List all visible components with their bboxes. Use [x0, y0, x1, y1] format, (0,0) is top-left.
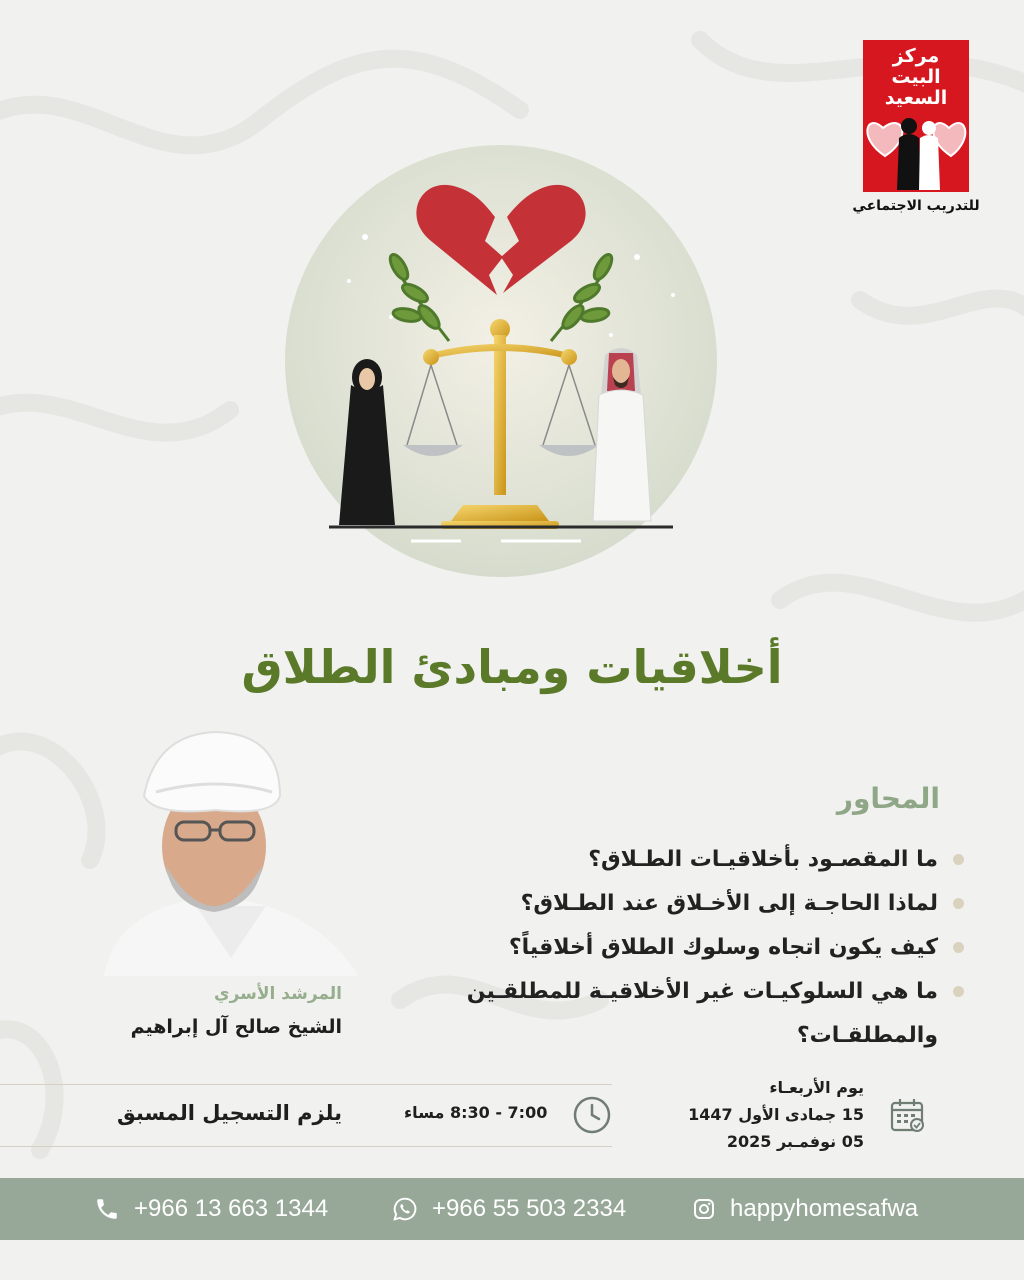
whatsapp-icon — [392, 1196, 418, 1222]
topic-item — [444, 882, 964, 926]
center-logo — [852, 40, 980, 214]
phone-contact[interactable] — [94, 1178, 328, 1240]
logo-subtitle: للتدريب الاجتماعي — [852, 198, 980, 214]
topic-item — [444, 926, 964, 970]
speaker-photo — [96, 726, 366, 976]
topic-text: لماذا الحاجـة إلى الأخـلاق عند الطـلاق؟ — [520, 891, 938, 916]
topic-text: كيف يكون اتجاه وسلوك الطلاق أخلاقياً؟ — [508, 935, 938, 960]
bullet-dot — [953, 898, 964, 909]
calendar-icon — [888, 1096, 926, 1134]
event-hijri-date: 15 جمادى الأول 1447 — [688, 1105, 864, 1124]
contact-footer — [0, 1178, 1024, 1240]
whatsapp-contact[interactable] — [392, 1178, 626, 1240]
topic-text: ما المقصـود بأخلاقيـات الطـلاق؟ — [588, 847, 938, 872]
logo-badge — [863, 40, 969, 192]
bullet-dot — [953, 942, 964, 953]
bullet-dot — [953, 854, 964, 865]
event-title: أخلاقيات ومبادئ الطلاق — [241, 640, 783, 694]
topic-item — [444, 838, 964, 882]
whatsapp-number: +966 55 503 2334 — [432, 1195, 627, 1222]
divorce-scale-illustration — [281, 145, 721, 577]
phone-number: +966 13 663 1344 — [134, 1195, 329, 1222]
topics-list — [444, 838, 964, 1058]
instagram-contact[interactable] — [692, 1178, 918, 1240]
event-time: 7:00 - 8:30 مساء — [404, 1103, 548, 1122]
speaker-name: الشيخ صالح آل إبراهيم — [130, 1016, 342, 1038]
logo-title-line2: البيت السعيد — [884, 66, 948, 109]
divider-bottom — [0, 1146, 612, 1147]
instagram-handle: happyhomesafwa — [730, 1195, 919, 1222]
event-date — [660, 1074, 864, 1155]
topic-text: ما هي السلوكيـات غير الأخلاقيـة للمطلقـين والمطلقـات؟ — [466, 979, 938, 1048]
family-hearts-icon — [863, 98, 969, 192]
bullet-dot — [953, 986, 964, 997]
topics-heading: المحاور — [836, 782, 940, 815]
clock-icon — [572, 1095, 612, 1135]
speaker-role: المرشد الأسري — [214, 984, 342, 1004]
event-gregorian-date: 05 نوفمـبر 2025 — [726, 1132, 864, 1151]
registration-note: يلزم التسجيل المسبق — [116, 1101, 342, 1125]
event-day: يوم الأربعـاء — [769, 1078, 864, 1097]
logo-title-line1: مركز — [892, 45, 940, 67]
divider-top — [0, 1084, 612, 1085]
phone-icon — [94, 1196, 120, 1222]
instagram-icon — [692, 1197, 716, 1221]
topic-item — [444, 970, 964, 1058]
